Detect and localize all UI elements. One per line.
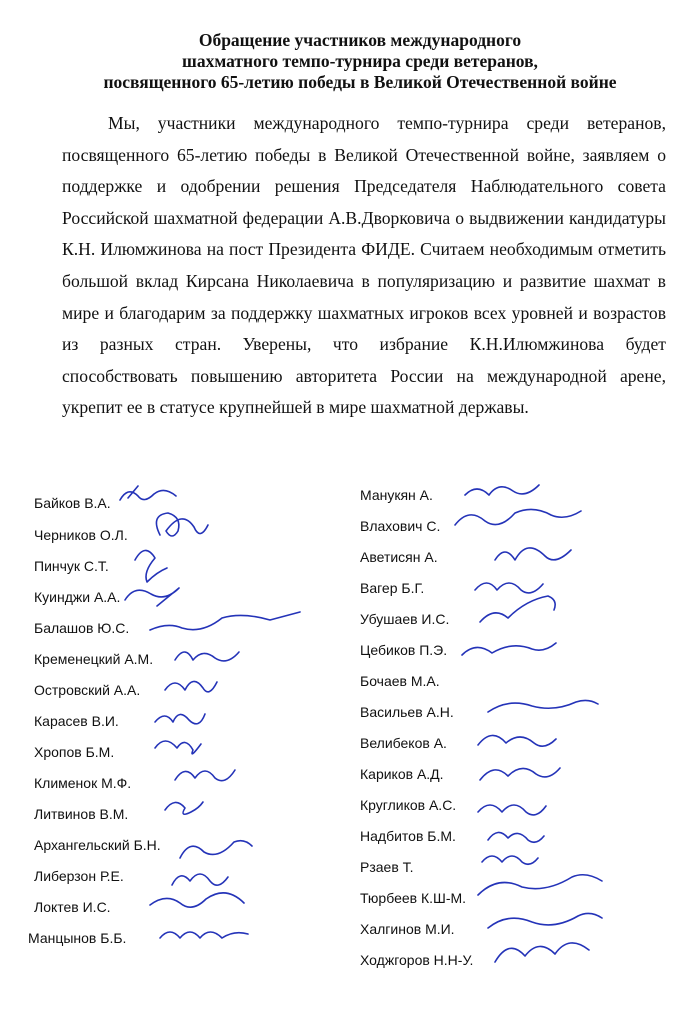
signatory-name: Тюрбеев К.Ш-М. [360, 890, 467, 906]
signature-scribble [155, 714, 205, 724]
signature-scribble [480, 768, 560, 780]
signature-scribble [160, 932, 248, 938]
signature-scribble [125, 588, 179, 606]
signature-scribble [135, 550, 167, 582]
signatory-name: Бочаев М.А. [360, 673, 440, 689]
signature-scribble [165, 802, 203, 814]
signatory-name: Цебиков П.Э. [360, 642, 448, 658]
title-line-2: шахматного темпо-турнира среди ветеранов, [182, 51, 538, 71]
signatory-name: Кариков А.Д. [360, 766, 444, 782]
signatory-name: Ходжгоров Н.Н-У. [360, 952, 474, 968]
signatory-name: Халгинов М.И. [360, 921, 455, 937]
signatory-name: Клименок М.Ф. [34, 775, 132, 791]
signatory-name: Островский А.А. [34, 682, 141, 698]
signatory-name: Хропов Б.М. [34, 744, 115, 760]
signature-scribble [172, 874, 228, 885]
signatory-name: Влахович С. [360, 518, 441, 534]
signatory-name: Карасев В.И. [34, 713, 119, 729]
signature-scribble [180, 841, 252, 858]
signatory-name: Вагер Б.Г. [360, 580, 425, 596]
signature-scribble [175, 770, 235, 781]
signature-scribble [465, 485, 539, 495]
signatory-name: Балашов Ю.С. [34, 620, 130, 636]
signatory-name: Архангельский Б.Н. [34, 837, 161, 853]
signatory-name: Велибеков А. [360, 735, 447, 751]
signature-scribble [495, 943, 589, 962]
signature-scribble [150, 893, 244, 907]
signature-scribble [480, 596, 555, 622]
signatory-name: Байков В.А. [34, 495, 111, 511]
signature-scribble [478, 735, 556, 746]
signature-scribble [478, 805, 546, 815]
signature-scribble [165, 681, 217, 691]
signature-scribble [150, 612, 300, 630]
title-line-1: Обращение участников международного [198, 30, 522, 50]
signature-scribble [488, 913, 602, 928]
signatory-name: Либерзон Р.Е. [34, 868, 124, 884]
signatory-name: Локтев И.С. [34, 899, 111, 915]
signature-scribble [478, 875, 602, 895]
signature-scribble [482, 856, 538, 864]
title-line-3: посвященного 65-летию победы в Великой Отечественной войне [103, 72, 617, 92]
signature-scribble [155, 741, 201, 754]
signature-scribble [120, 486, 176, 500]
signatory-name: Аветисян А. [360, 549, 438, 565]
signature-scribble [488, 832, 544, 842]
signatory-name: Васильев А.Н. [360, 704, 454, 720]
signatory-name: Убушаев И.С. [360, 611, 450, 627]
signature-scribble [488, 700, 598, 712]
signatory-name: Куинджи А.А. [34, 589, 121, 605]
signature-scribble [462, 643, 556, 655]
signatory-name: Надбитов Б.М. [360, 828, 456, 844]
signatory-name: Пинчук С.Т. [34, 558, 109, 574]
signature-scribble [175, 652, 239, 661]
signature-scribble [475, 583, 543, 593]
signatory-name: Манукян А. [360, 487, 433, 503]
signature-scribble [156, 513, 208, 536]
appeal-body: Мы, участники международного темпо-турнира среди ветеранов, посвященного 65-летию победы в Великой Отечественной войне, заявляем о поддержке и одобрении решения Председателя Наблюдательного совета Российской шахматной федерации А.В.Дворковича о выдвижении кандидатуры К.Н. Илюмжинова на пост Президента ФИДЕ. Считаем необходимым отметить большой вклад Кирсана Николаевича в популяризацию и развитие шахмат в мире и благодарим за поддержку шахматных игроков всех уровней и возрастов из разных стран. Уверены, что избрание К.Н.Илюмжинова будет способствовать повышению авторитета России на международной арене, укрепит ее в статусе крупнейшей в мире шахматной державы. [62, 113, 666, 418]
signature-scribble [455, 509, 581, 525]
signatory-name: Черников О.Л. [34, 527, 128, 543]
signatory-name: Литвинов В.М. [34, 806, 129, 822]
signatory-name: Кременецкий А.М. [34, 651, 154, 667]
signatory-name: Рзаев Т. [360, 859, 414, 875]
signatory-name: Манцынов Б.Б. [28, 930, 127, 946]
signatory-name: Кругликов А.С. [360, 797, 457, 813]
signature-scribble [495, 548, 571, 560]
